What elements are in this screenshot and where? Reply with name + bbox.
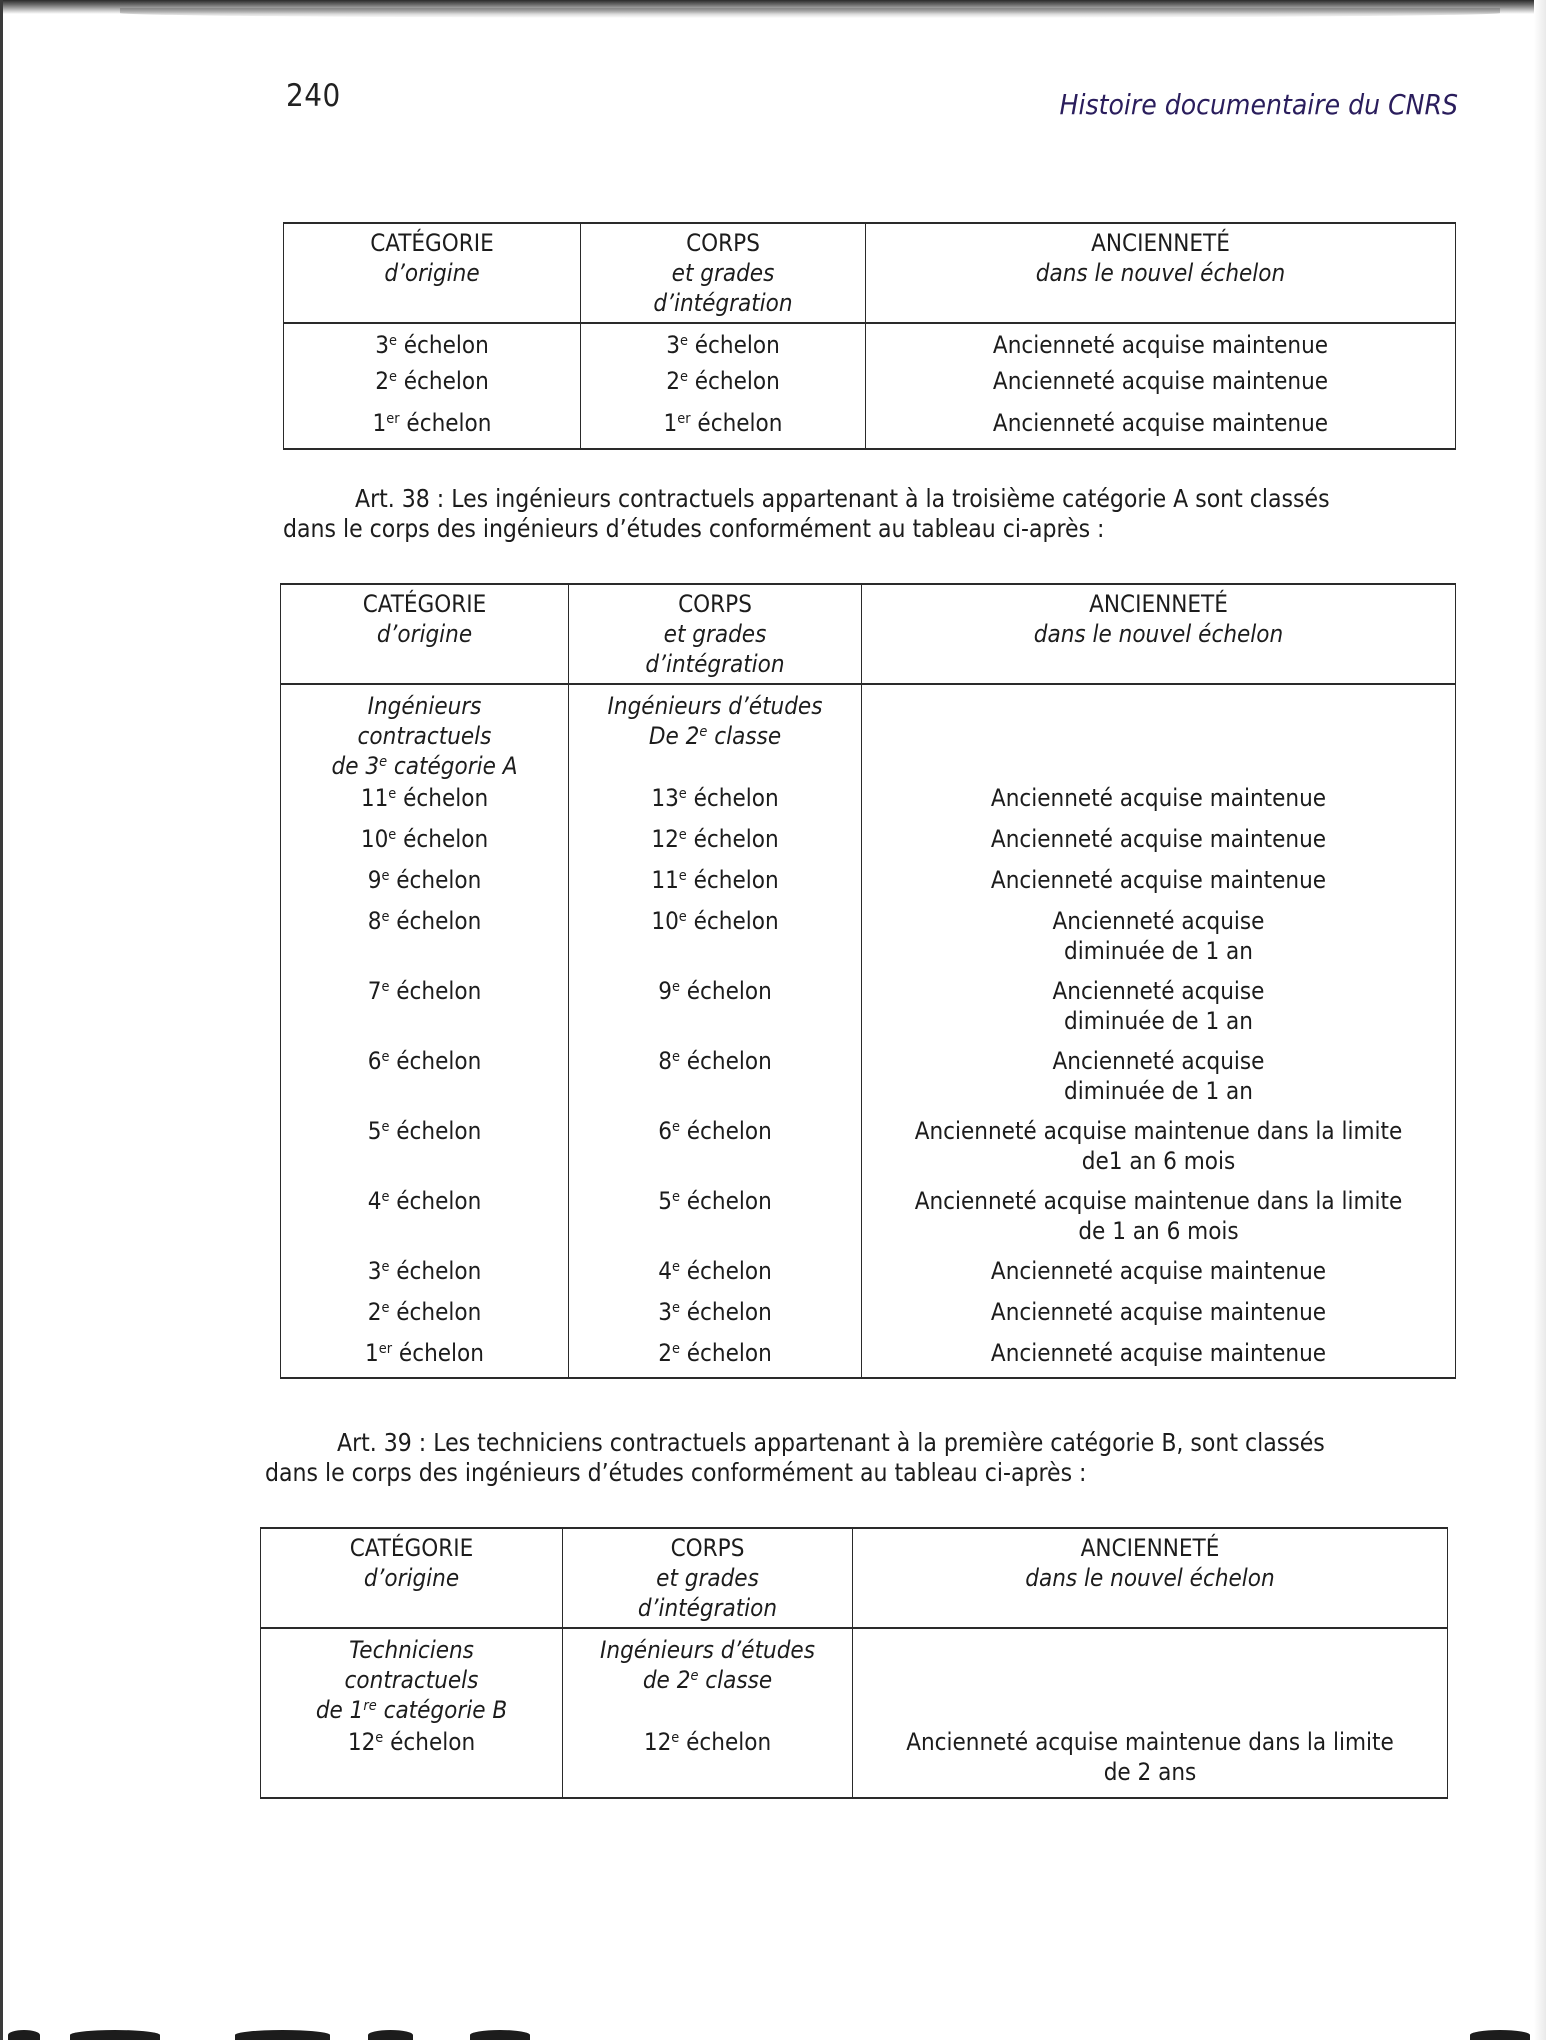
integration-cell (569, 905, 862, 975)
table-row (281, 823, 1456, 864)
table-row (284, 365, 1456, 407)
origin-cell (281, 1296, 569, 1337)
seniority-cell (862, 1115, 1456, 1185)
origin-cell (281, 1185, 569, 1255)
integration-cell (563, 1726, 853, 1798)
integration-cell (569, 975, 862, 1045)
seniority-text: Ancienneté acquise maintenue (990, 1339, 1327, 1367)
seniority-text: Ancienneté acquise maintenue dans la limite (906, 1728, 1394, 1756)
echelon-label: 9e échelon (658, 977, 772, 1005)
echelon-label: 11e échelon (360, 784, 489, 812)
table-row (281, 1337, 1456, 1378)
echelon-label: 10e échelon (360, 825, 489, 853)
seniority-text-cont: diminuée de 1 an (1064, 1077, 1253, 1105)
integration-group-cell: Ingénieurs d’études de 2e classe (563, 1628, 853, 1726)
seniority-text: Ancienneté acquise (1052, 907, 1265, 935)
table-row (281, 975, 1456, 1045)
table-header (261, 1528, 1448, 1628)
seniority-text: Ancienneté acquise maintenue dans la limite (914, 1117, 1403, 1145)
seniority-group-cell (862, 684, 1456, 782)
scan-page-curl-shadow (120, 8, 1500, 18)
header-categorie: CATÉGORIE d’origine (284, 223, 581, 323)
seniority-text: Ancienneté acquise maintenue (992, 331, 1329, 359)
header-corps: CORPS et grades d’intégration (581, 223, 866, 323)
page-number: 240 (286, 78, 341, 114)
origin-cell (281, 1337, 569, 1378)
classification-table-3 (260, 1527, 1448, 1799)
echelon-label: 12e échelon (347, 1728, 476, 1756)
seniority-text: Ancienneté acquise maintenue (990, 825, 1327, 853)
seniority-text-cont: de 2 ans (1103, 1758, 1197, 1786)
seniority-cell (862, 975, 1456, 1045)
table-row (281, 1115, 1456, 1185)
seniority-cell (862, 1255, 1456, 1296)
table-header (284, 223, 1456, 323)
table-row (281, 1185, 1456, 1255)
echelon-label: 2e échelon (367, 1298, 482, 1326)
scan-left-edge (0, 0, 3, 2040)
origin-cell (281, 864, 569, 905)
echelon-label: 12e échelon (651, 825, 779, 853)
seniority-text: Ancienneté acquise (1052, 1047, 1265, 1075)
table-row (281, 864, 1456, 905)
seniority-text-cont: de 1 an 6 mois (1078, 1217, 1239, 1245)
table-row (281, 1045, 1456, 1115)
echelon-label: 1er échelon (372, 409, 492, 437)
seniority-text: Ancienneté acquise maintenue (990, 866, 1327, 894)
echelon-label: 2e échelon (375, 367, 489, 395)
seniority-text: Ancienneté acquise maintenue (990, 1298, 1327, 1326)
integration-cell (569, 1255, 862, 1296)
seniority-cell (862, 864, 1456, 905)
echelon-label: 4e échelon (367, 1187, 482, 1215)
echelon-label: 12e échelon (643, 1728, 772, 1756)
seniority-text-cont: diminuée de 1 an (1064, 1007, 1253, 1035)
seniority-cell (866, 407, 1456, 449)
seniority-cell (862, 823, 1456, 864)
scan-bottom-edge (0, 2026, 1546, 2040)
seniority-cell (853, 1726, 1448, 1798)
origin-cell (281, 975, 569, 1045)
echelon-label: 1er échelon (663, 409, 783, 437)
echelon-label: 6e échelon (658, 1117, 772, 1145)
seniority-text: Ancienneté acquise maintenue (992, 409, 1329, 437)
integration-cell (569, 823, 862, 864)
table-row (284, 407, 1456, 449)
seniority-text: Ancienneté acquise maintenue (990, 1257, 1327, 1285)
echelon-label: 3e échelon (367, 1257, 482, 1285)
scan-right-edge (1534, 0, 1546, 2040)
seniority-cell (862, 1045, 1456, 1115)
table-row (281, 905, 1456, 975)
echelon-label: 5e échelon (367, 1117, 482, 1145)
origin-cell (261, 1726, 563, 1798)
echelon-label: 8e échelon (367, 907, 482, 935)
header-anciennete: ANCIENNETÉ dans le nouvel échelon (866, 223, 1456, 323)
origin-group-cell: Ingénieurs contractuels de 3e catégorie A (281, 684, 569, 782)
group-row (281, 684, 1456, 782)
echelon-label: 2e échelon (658, 1339, 772, 1367)
classification-table-1 (283, 222, 1456, 450)
origin-cell (281, 905, 569, 975)
seniority-cell (862, 905, 1456, 975)
echelon-label: 3e échelon (666, 331, 780, 359)
integration-cell (581, 365, 866, 407)
integration-cell (569, 1045, 862, 1115)
article-39-paragraph: Art. 39 : Les techniciens contractuels appartenant à la première catégorie B, sont classés dans le corps des ingénieurs d’études conformément au tableau ci-après : (265, 1428, 1325, 1487)
echelon-label: 6e échelon (367, 1047, 482, 1075)
origin-cell (284, 323, 581, 365)
origin-group-cell: Techniciens contractuels de 1re catégorie B (261, 1628, 563, 1726)
seniority-text: Ancienneté acquise (1052, 977, 1265, 1005)
header-anciennete: ANCIENNETÉ dans le nouvel échelon (853, 1528, 1448, 1628)
integration-cell (569, 1296, 862, 1337)
seniority-group-cell (853, 1628, 1448, 1726)
seniority-text: Ancienneté acquise maintenue (992, 367, 1329, 395)
origin-cell (281, 823, 569, 864)
integration-cell (569, 782, 862, 823)
table-row (281, 1255, 1456, 1296)
table-row (261, 1726, 1448, 1798)
seniority-cell (866, 365, 1456, 407)
header-corps: CORPS et grades d’intégration (569, 584, 862, 684)
origin-cell (281, 1255, 569, 1296)
integration-cell (569, 864, 862, 905)
seniority-cell (862, 782, 1456, 823)
table-header (281, 584, 1456, 684)
echelon-label: 2e échelon (666, 367, 780, 395)
integration-group-cell: Ingénieurs d’études De 2e classe (569, 684, 862, 782)
integration-cell (569, 1115, 862, 1185)
echelon-label: 13e échelon (651, 784, 779, 812)
header-categorie: CATÉGORIE d’origine (261, 1528, 563, 1628)
table-row (281, 1296, 1456, 1337)
echelon-label: 7e échelon (367, 977, 482, 1005)
seniority-cell (862, 1337, 1456, 1378)
seniority-text-cont: diminuée de 1 an (1064, 937, 1253, 965)
seniority-cell (862, 1185, 1456, 1255)
echelon-label: 1er échelon (365, 1339, 484, 1367)
echelon-label: 8e échelon (658, 1047, 772, 1075)
echelon-label: 10e échelon (651, 907, 779, 935)
integration-cell (581, 407, 866, 449)
integration-cell (569, 1337, 862, 1378)
origin-cell (281, 782, 569, 823)
seniority-cell (866, 323, 1456, 365)
article-38-paragraph: Art. 38 : Les ingénieurs contractuels appartenant à la troisième catégorie A sont classés dans le corps des ingénieurs d’études conformément au tableau ci-après : (283, 484, 1330, 543)
integration-cell (569, 1185, 862, 1255)
echelon-label: 9e échelon (367, 866, 482, 894)
header-anciennete: ANCIENNETÉ dans le nouvel échelon (862, 584, 1456, 684)
seniority-text: Ancienneté acquise maintenue (990, 784, 1327, 812)
echelon-label: 4e échelon (658, 1257, 772, 1285)
echelon-label: 11e échelon (651, 866, 779, 894)
classification-table-2 (280, 583, 1456, 1379)
origin-cell (284, 365, 581, 407)
seniority-text: Ancienneté acquise maintenue dans la limite (914, 1187, 1403, 1215)
origin-cell (281, 1045, 569, 1115)
running-head: Histoire documentaire du CNRS (1059, 88, 1458, 121)
integration-cell (581, 323, 866, 365)
group-row (261, 1628, 1448, 1726)
origin-cell (284, 407, 581, 449)
echelon-label: 5e échelon (658, 1187, 772, 1215)
header-corps: CORPS et grades d’intégration (563, 1528, 853, 1628)
echelon-label: 3e échelon (658, 1298, 772, 1326)
seniority-cell (862, 1296, 1456, 1337)
origin-cell (281, 1115, 569, 1185)
table-row (284, 323, 1456, 365)
header-categorie: CATÉGORIE d’origine (281, 584, 569, 684)
table-row (281, 782, 1456, 823)
echelon-label: 3e échelon (375, 331, 489, 359)
seniority-text-cont: de1 an 6 mois (1081, 1147, 1236, 1175)
